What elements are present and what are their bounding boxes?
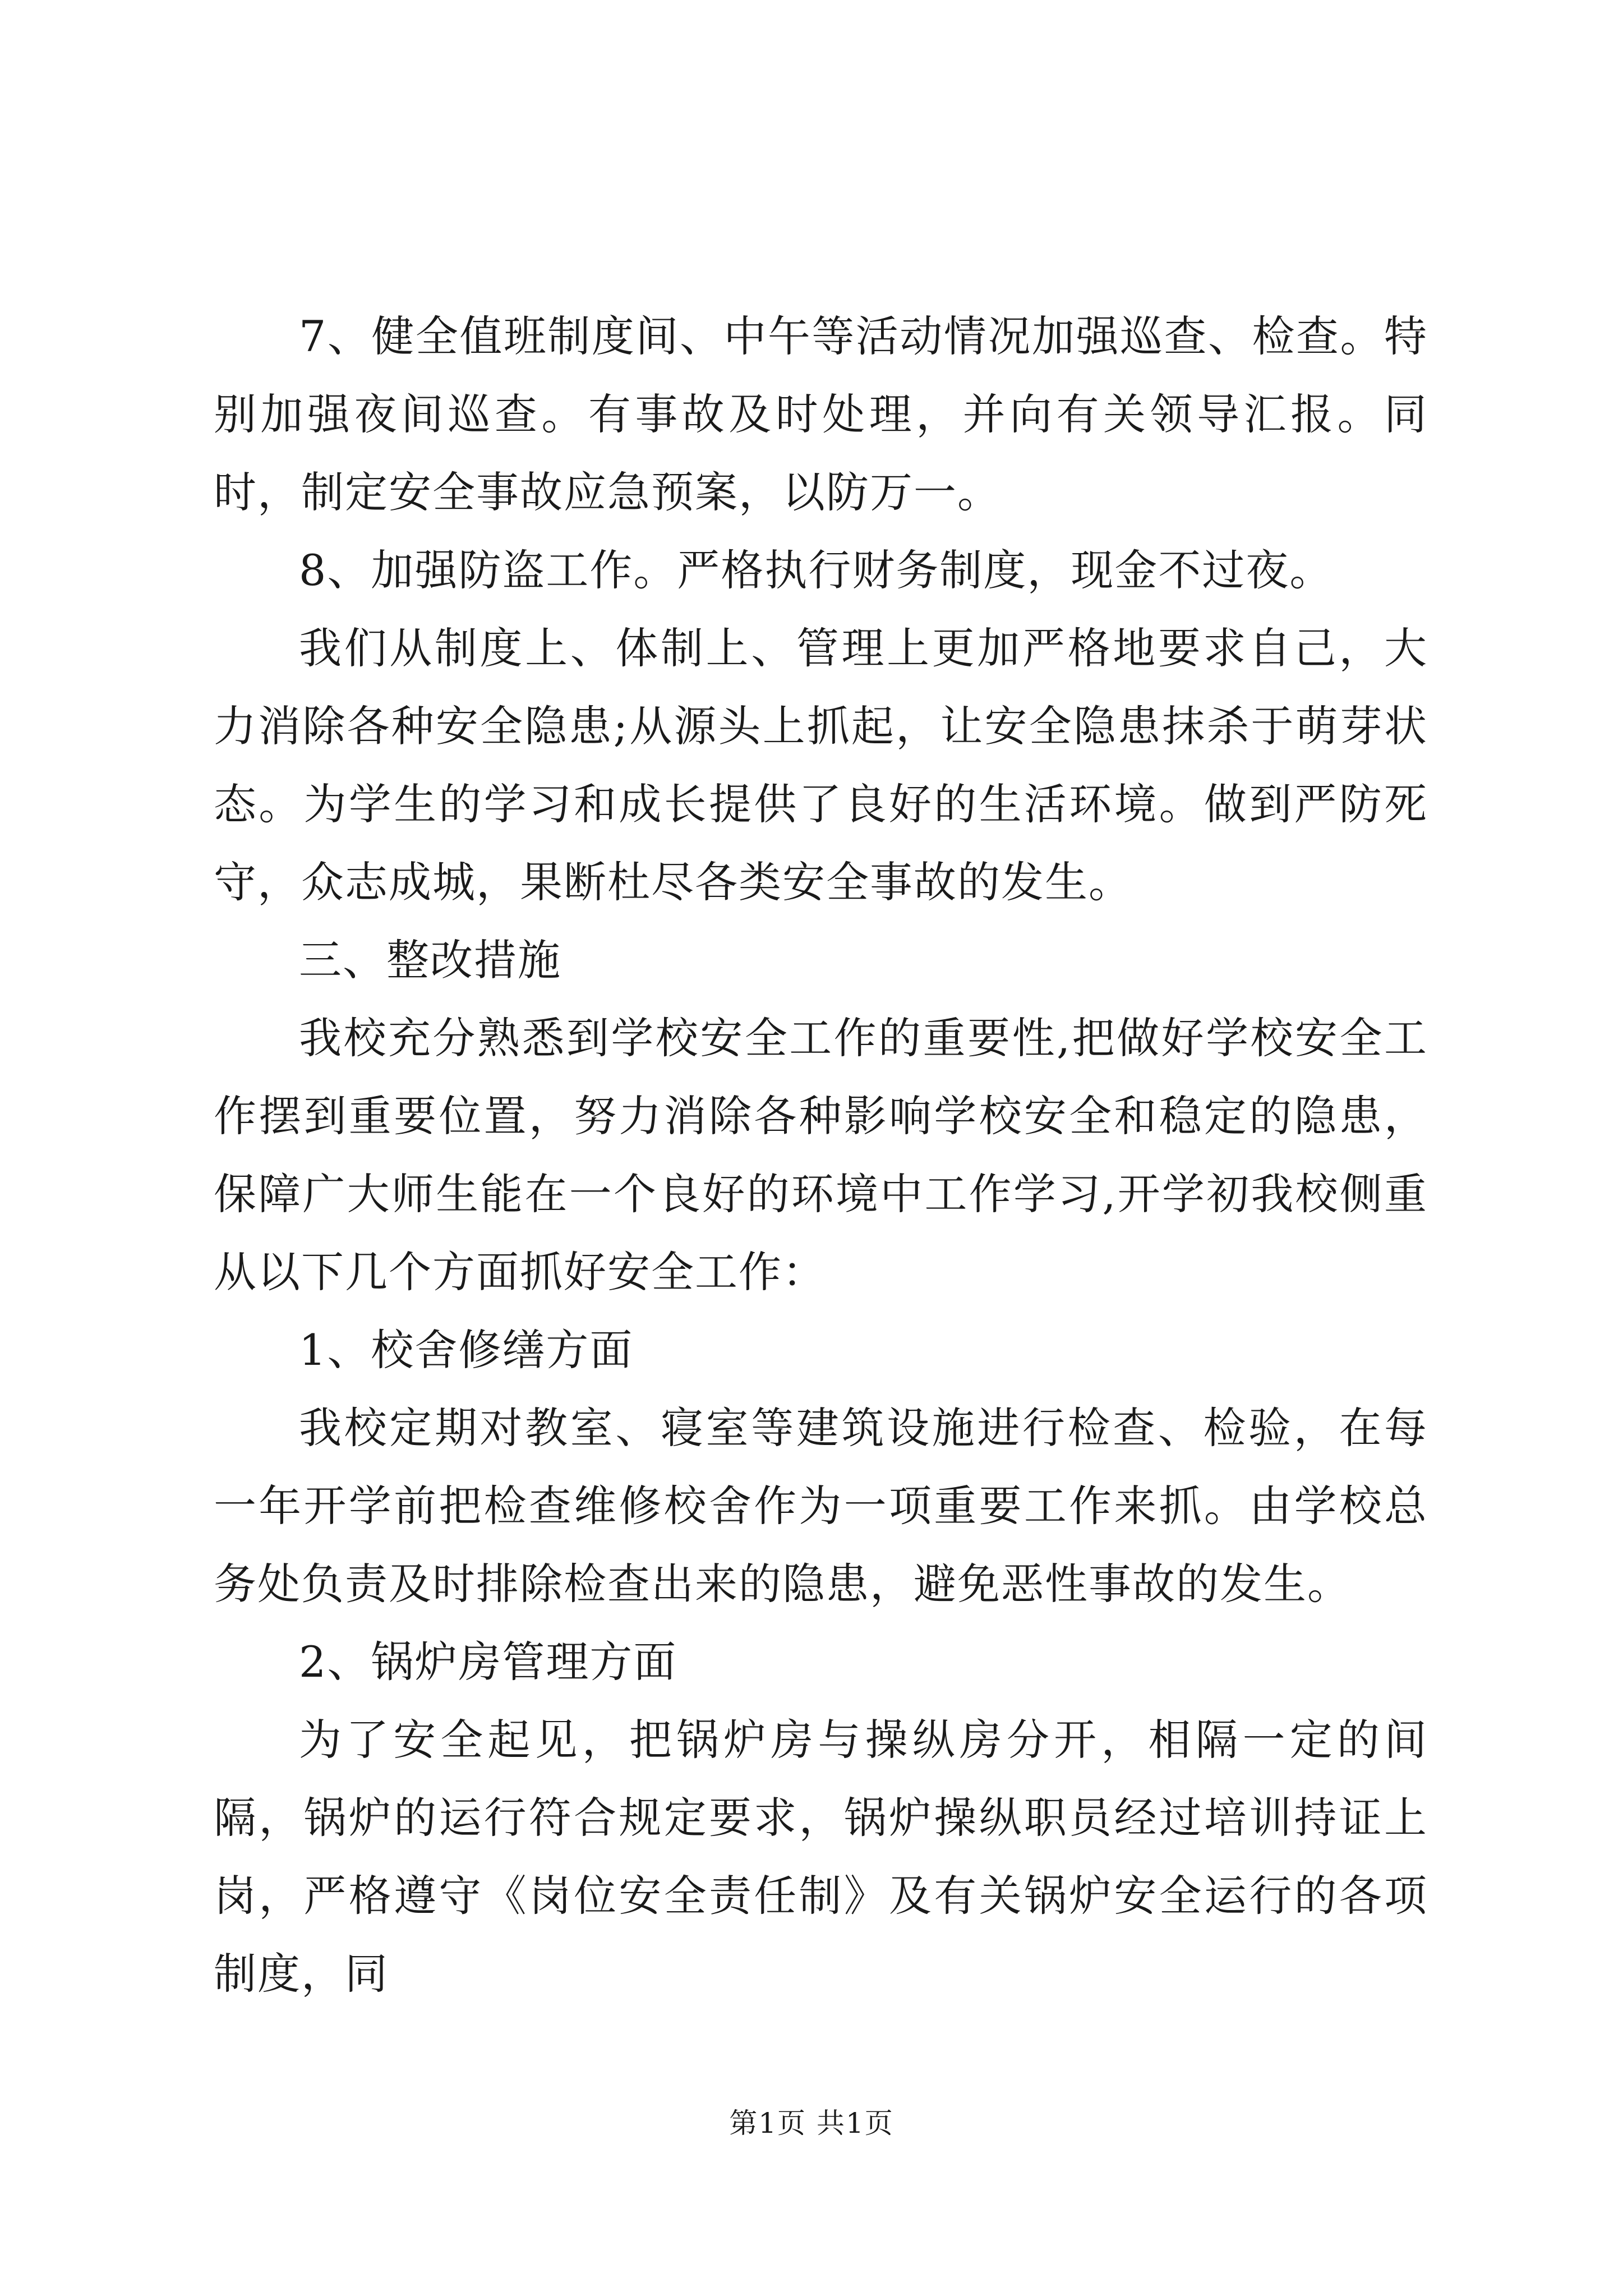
page-footer: 第1页 共1页 [729, 2107, 894, 2139]
section-heading-rectification: 三、整改措施 [299, 935, 561, 985]
document-body [214, 297, 1428, 2013]
paragraph-anti-theft: 8、加强防盗工作。严格执行财务制度，现金不过夜。 [299, 545, 1334, 595]
subheading-school-building: 1、校舍修缮方面 [299, 1325, 634, 1375]
paragraph-boiler-room: 为了安全起见，把锅炉房与操纵房分开，相隔一定的间隔，锅炉的运行符合规定要求，锅炉操纵职员经过培训持证上岗，严格遵守《岗位安全责任制》及有关锅炉安全运行的各项制度，同 [214, 1715, 1428, 1999]
paragraph-school-building: 我校定期对教室、寝室等建筑设施进行检查、检验，在每一年开学前把检查维修校舍作为一项重要工作来抓。由学校总务处负责及时排除检查出来的隐患，避免恶性事故的发生。 [214, 1403, 1428, 1609]
paragraph-safety-summary: 我们从制度上、体制上、管理上更加严格地要求自己，大力消除各种安全隐患;从源头上抓起，让安全隐患抹杀于萌芽状态。为学生的学习和成长提供了良好的生活环境。做到严防死守，众志成城，果断杜尽各类安全事故的发生。 [214, 623, 1428, 907]
subheading-boiler-room: 2、锅炉房管理方面 [299, 1637, 677, 1687]
paragraph-duty-system: 7、健全值班制度间、中午等活动情况加强巡查、检查。特别加强夜间巡查。有事故及时处理，并向有关领导汇报。同时，制定安全事故应急预案，以防万一。 [214, 311, 1428, 517]
paragraph-rectification-intro: 我校充分熟悉到学校安全工作的重要性,把做好学校安全工作摆到重要位置，努力消除各种影响学校安全和稳定的隐患，保障广大师生能在一个良好的环境中工作学习,开学初我校侧重从以下几个方面抓好安全工作： [214, 1013, 1428, 1297]
